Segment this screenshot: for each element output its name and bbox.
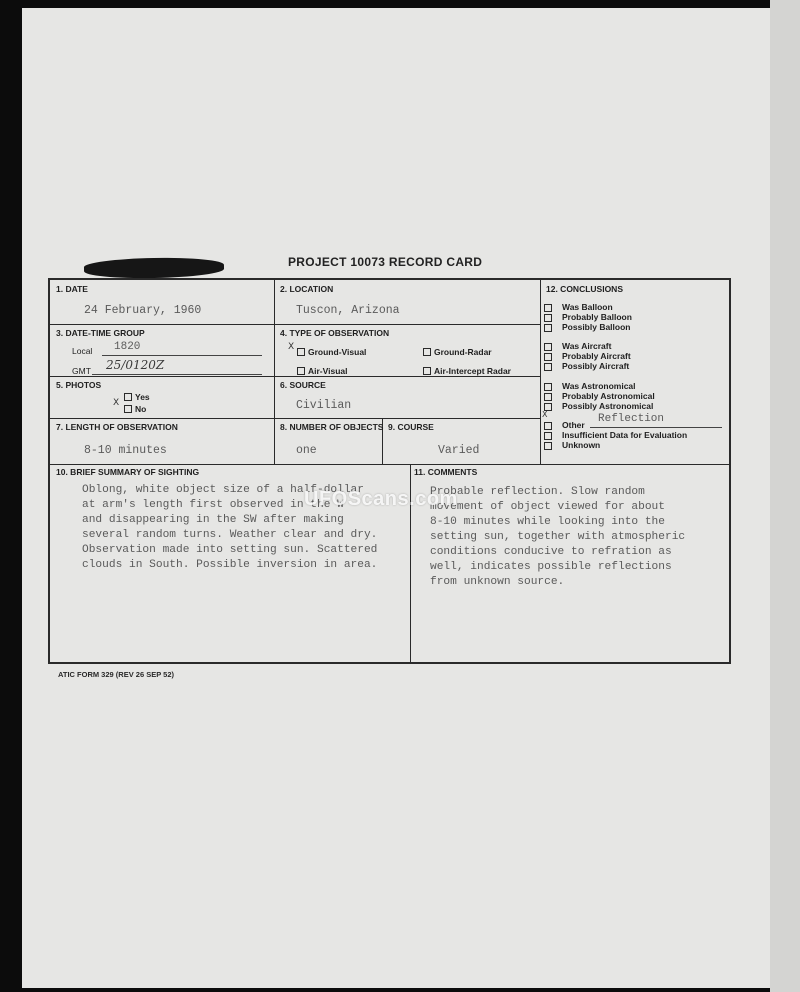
ground-visual-checkbox[interactable] (297, 348, 305, 356)
location-value: Tuscon, Arizona (296, 304, 400, 317)
conclusion-probably-balloon: Probably Balloon (562, 312, 632, 322)
number-of-objects-value: one (296, 444, 317, 457)
conclusion-insufficient-data: Insufficient Data for Evaluation (562, 430, 688, 440)
ground-radar-option: Ground-Radar (434, 347, 492, 357)
conclusion-checkbox[interactable] (544, 343, 552, 351)
photos-no-checkmark: X (113, 398, 120, 408)
comment-line: well, indicates possible reflections (430, 561, 672, 573)
record-card (48, 278, 731, 664)
air-visual-option: Air-Visual (308, 366, 348, 376)
conclusion-checkbox[interactable] (544, 432, 552, 440)
photos-no-checkbox[interactable] (124, 405, 132, 413)
summary-line: and disappearing in the SW after making (82, 514, 344, 526)
conclusion-was-aircraft: Was Aircraft (562, 341, 612, 351)
local-label: Local (72, 346, 93, 356)
conclusion-checkbox[interactable] (544, 324, 552, 332)
air-intercept-radar-checkbox[interactable] (423, 367, 431, 375)
conclusion-other-value: Reflection (598, 413, 665, 425)
ground-visual-checkmark: X (288, 342, 295, 352)
form-footer: ATIC FORM 329 (REV 26 SEP 52) (58, 670, 175, 679)
photos-label: 5. PHOTOS (56, 380, 102, 390)
conclusion-checkbox[interactable] (544, 314, 552, 322)
brief-summary-label: 10. BRIEF SUMMARY OF SIGHTING (56, 467, 200, 477)
date-time-group-label: 3. DATE-TIME GROUP (56, 328, 145, 338)
photos-yes-checkbox[interactable] (124, 393, 132, 401)
conclusion-checkbox[interactable] (544, 363, 552, 371)
air-visual-checkbox[interactable] (297, 367, 305, 375)
date-value: 24 February, 1960 (84, 304, 202, 317)
photos-no-option: No (135, 404, 147, 414)
conclusion-was-astronomical: Was Astronomical (562, 381, 636, 391)
conclusion-probably-astronomical: Probably Astronomical (562, 391, 655, 401)
card-title: PROJECT 10073 RECORD CARD (288, 255, 483, 269)
conclusion-checkbox[interactable] (544, 304, 552, 312)
course-label: 9. COURSE (388, 422, 434, 432)
location-label: 2. LOCATION (280, 284, 334, 294)
summary-line: clouds in South. Possible inversion in area. (82, 559, 378, 571)
conclusion-possibly-astronomical: Possibly Astronomical (562, 401, 654, 411)
source-label: 6. SOURCE (280, 380, 326, 390)
comment-line: from unknown source. (430, 576, 565, 588)
number-of-objects-label: 8. NUMBER OF OBJECTS (280, 422, 384, 432)
conclusion-other: Other (562, 420, 585, 430)
comment-line: Probable reflection. Slow random (430, 486, 645, 498)
summary-line: Observation made into setting sun. Scattered (82, 544, 378, 556)
conclusions-label: 12. CONCLUSIONS (546, 284, 623, 294)
summary-line: several random turns. Weather clear and dry. (82, 529, 378, 541)
conclusion-checkbox[interactable] (544, 393, 552, 401)
photos-yes-option: Yes (135, 392, 150, 402)
length-of-observation-label: 7. LENGTH OF OBSERVATION (56, 422, 178, 432)
conclusion-checkbox[interactable] (544, 353, 552, 361)
air-intercept-radar-option: Air-Intercept Radar (434, 366, 511, 376)
scan-edge (770, 0, 800, 992)
length-of-observation-value: 8-10 minutes (84, 444, 167, 457)
conclusion-other-checkbox[interactable] (544, 422, 552, 430)
conclusion-probably-aircraft: Probably Aircraft (562, 351, 631, 361)
ground-radar-checkbox[interactable] (423, 348, 431, 356)
conclusion-checkbox[interactable] (544, 383, 552, 391)
conclusion-was-balloon: Was Balloon (562, 302, 613, 312)
conclusion-possibly-aircraft: Possibly Aircraft (562, 361, 630, 371)
summary-line: Oblong, white object size of a half-dollar (82, 484, 364, 496)
source-value: Civilian (296, 399, 352, 412)
type-of-observation-label: 4. TYPE OF OBSERVATION (280, 328, 390, 338)
summary-line: at arm's length first observed in the W (82, 499, 344, 511)
course-value: Varied (438, 444, 480, 457)
conclusion-possibly-balloon: Possibly Balloon (562, 322, 631, 332)
comment-line: 8-10 minutes while looking into the (430, 516, 665, 528)
date-label: 1. DATE (56, 284, 88, 294)
watermark: UFOScans.com (304, 488, 458, 510)
comment-line: movement of object viewed for about (430, 501, 665, 513)
comment-line: setting sun, together with atmospheric (430, 531, 686, 543)
comments-label: 11. COMMENTS (414, 467, 478, 477)
ground-visual-option: Ground-Visual (308, 347, 367, 357)
other-checkmark: X (542, 410, 548, 419)
gmt-value: 25/0120Z (106, 358, 165, 372)
gmt-label: GMT (72, 366, 91, 376)
conclusion-checkbox[interactable] (544, 442, 552, 450)
comment-line: conditions conducive to refration as (430, 546, 672, 558)
conclusion-unknown: Unknown (562, 440, 601, 450)
local-value: 1820 (114, 341, 141, 353)
